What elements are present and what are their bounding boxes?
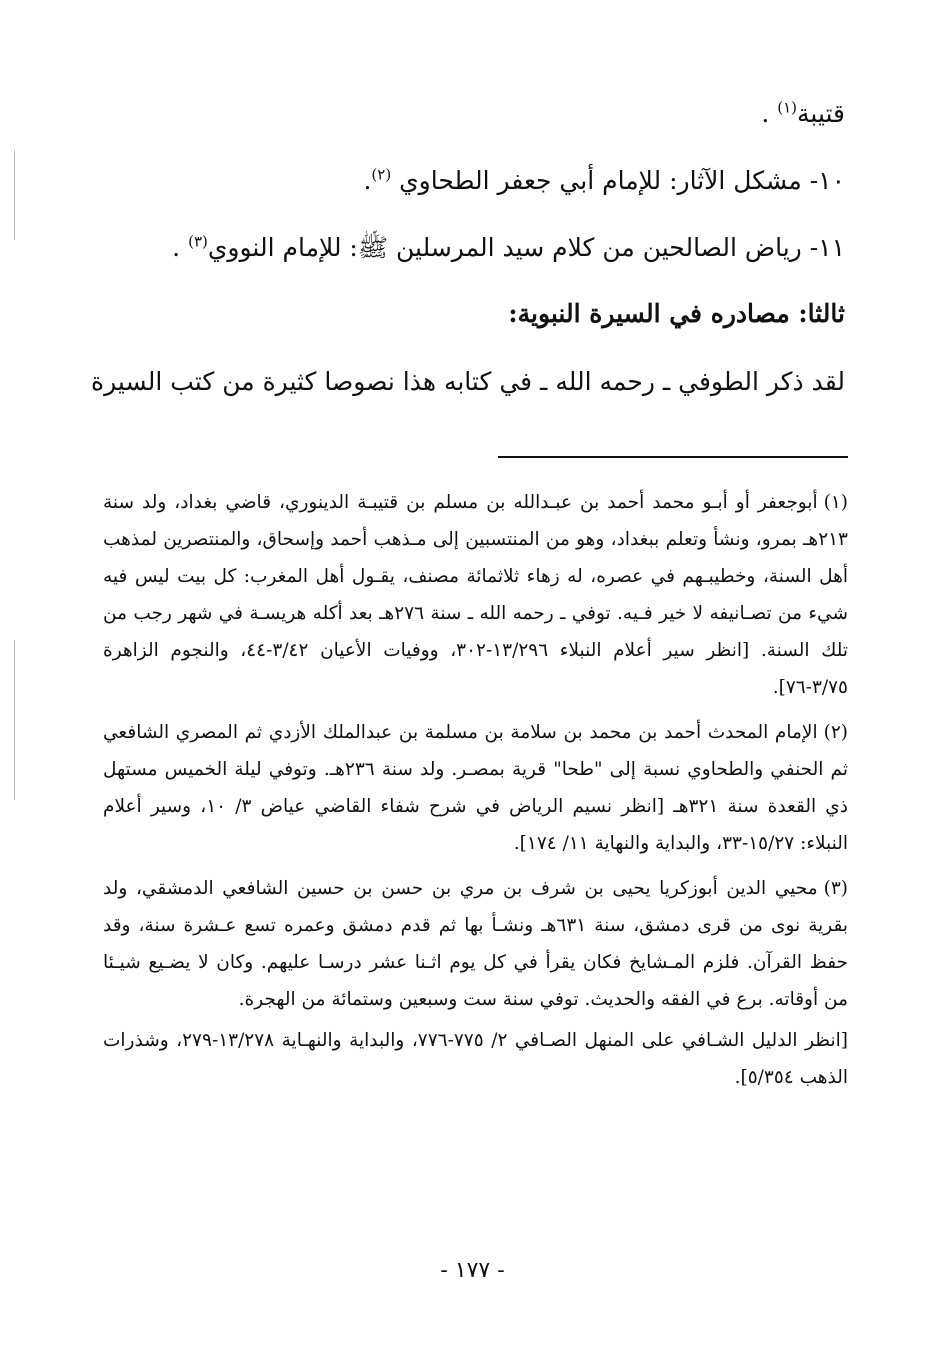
list-item-10 (100, 161, 845, 201)
page-number: - ١٧٧ - (440, 1258, 505, 1283)
footnote-text: محيي الدين أبوزكريا يحيى بن شرف بن مري بن حسن بن حسين الشافعي الدمشقي، ولد بقرية نوى من قرى دمشق، سنة ٦٣١هـ ونشـأ بها ثم قدم دمشق وعمره تسع عـشرة سنة، وقد حفظ القرآن. فلزم المـشايخ فكان يقرأ في كل يوم اثـنا عشر درسـا عليهم. وكان لا يضـيع شيـئا من أوقاته. برع في الفقه والحديث. توفي سنة ست وسبعين وستمائة من الهجرة. (103, 878, 848, 1010)
section-heading: ثالثا: مصادره في السيرة النبوية: (508, 299, 845, 328)
footnote-number: (١) (823, 492, 848, 513)
footnote-separator (498, 456, 848, 458)
footnote-2 (103, 714, 848, 862)
list-item-end: . (363, 166, 372, 195)
footnote-ref: (٢) (371, 165, 392, 184)
footnotes-section (103, 484, 848, 1104)
footnote-number: (٣) (823, 878, 848, 899)
list-item-continuation (100, 94, 845, 134)
footnote-1 (103, 484, 848, 706)
footnote-ref: (٣) (188, 232, 208, 251)
scan-edge-mark (14, 150, 15, 240)
list-item-text: ١١- رياض الصالحين من كلام سيد المرسلين ﷺ: للإمام النووي (207, 233, 845, 262)
list-item-end: . (761, 99, 778, 128)
footnote-number: (٢) (823, 722, 848, 743)
footnote-3 (103, 870, 848, 1018)
list-item-text: ١٠- مشكل الآثار: للإمام أبي جعفر الطحاوي (391, 166, 845, 195)
footnote-3-references (103, 1022, 848, 1096)
list-item-text: قتيبة (797, 99, 845, 128)
scan-edge-mark (14, 640, 15, 800)
list-item-end: . (172, 233, 189, 262)
list-item-11 (100, 228, 845, 268)
footnote-text: [انظر الدليل الشـافي على المنهل الصـافي ٢/ ٧٧٥-٧٧٦، والبداية والنهـاية ١٣/٢٧٨-٢٧٩، وشذرات الذهب ٥/٣٥٤]. (103, 1030, 848, 1088)
footnote-text: الإمام المحدث أحمد بن محمد بن سلامة بن مسلمة بن عبدالملك الأزدي ثم المصري الشافعي ثم الحنفي والطحاوي نسبة إلى "طحا" قرية بمصـر. ولد سنة ٢٣٦هـ. وتوفي ليلة الخميس مستهل ذي القعدة سنة ٣٢١هـ [انظر نسيم الرياض في شرح شفاء القاضي عياض ٣/ ١٠، وسير أعلام النبلاء: ١٥/٢٧-٣٣، والبداية والنهاية ١١/ ١٧٤]. (103, 722, 849, 854)
footnote-ref: (١) (777, 98, 797, 117)
body-paragraph: لقد ذكر الطوفي ـ رحمه الله ـ في كتابه هذا نصوصا كثيرة من كتب السيرة (91, 367, 845, 396)
footnote-text: أبوجعفر أو أبـو محمد أحمد بن عبـدالله بن مسلم بن قتيبـة الدينوري، قاضي بغداد، ولد سنة ٢١٣هـ بمرو، ونشأ وتعلم ببغداد، وهو من المنتسبين إلى مـذهب أحمد وإسحاق، والمنتصرين لمذهب أهل السنة، وخطيبـهم في عصره، له زهاء ثلاثمائة مصنف، يقـول أهل المغرب: كل بيت ليس فيه شيء من تصـانيفه لا خير فـيه. توفي ـ رحمه الله ـ سنة ٢٧٦هـ بعد أكله هريسـة في شهر رجب من تلك السنة. [انظر سير أعلام النبلاء ١٣/٢٩٦-٣٠٢، ووفيات الأعيان ٣/٤٢-٤٤، والنجوم الزاهرة ٣/٧٥-٧٦]. (103, 492, 848, 698)
